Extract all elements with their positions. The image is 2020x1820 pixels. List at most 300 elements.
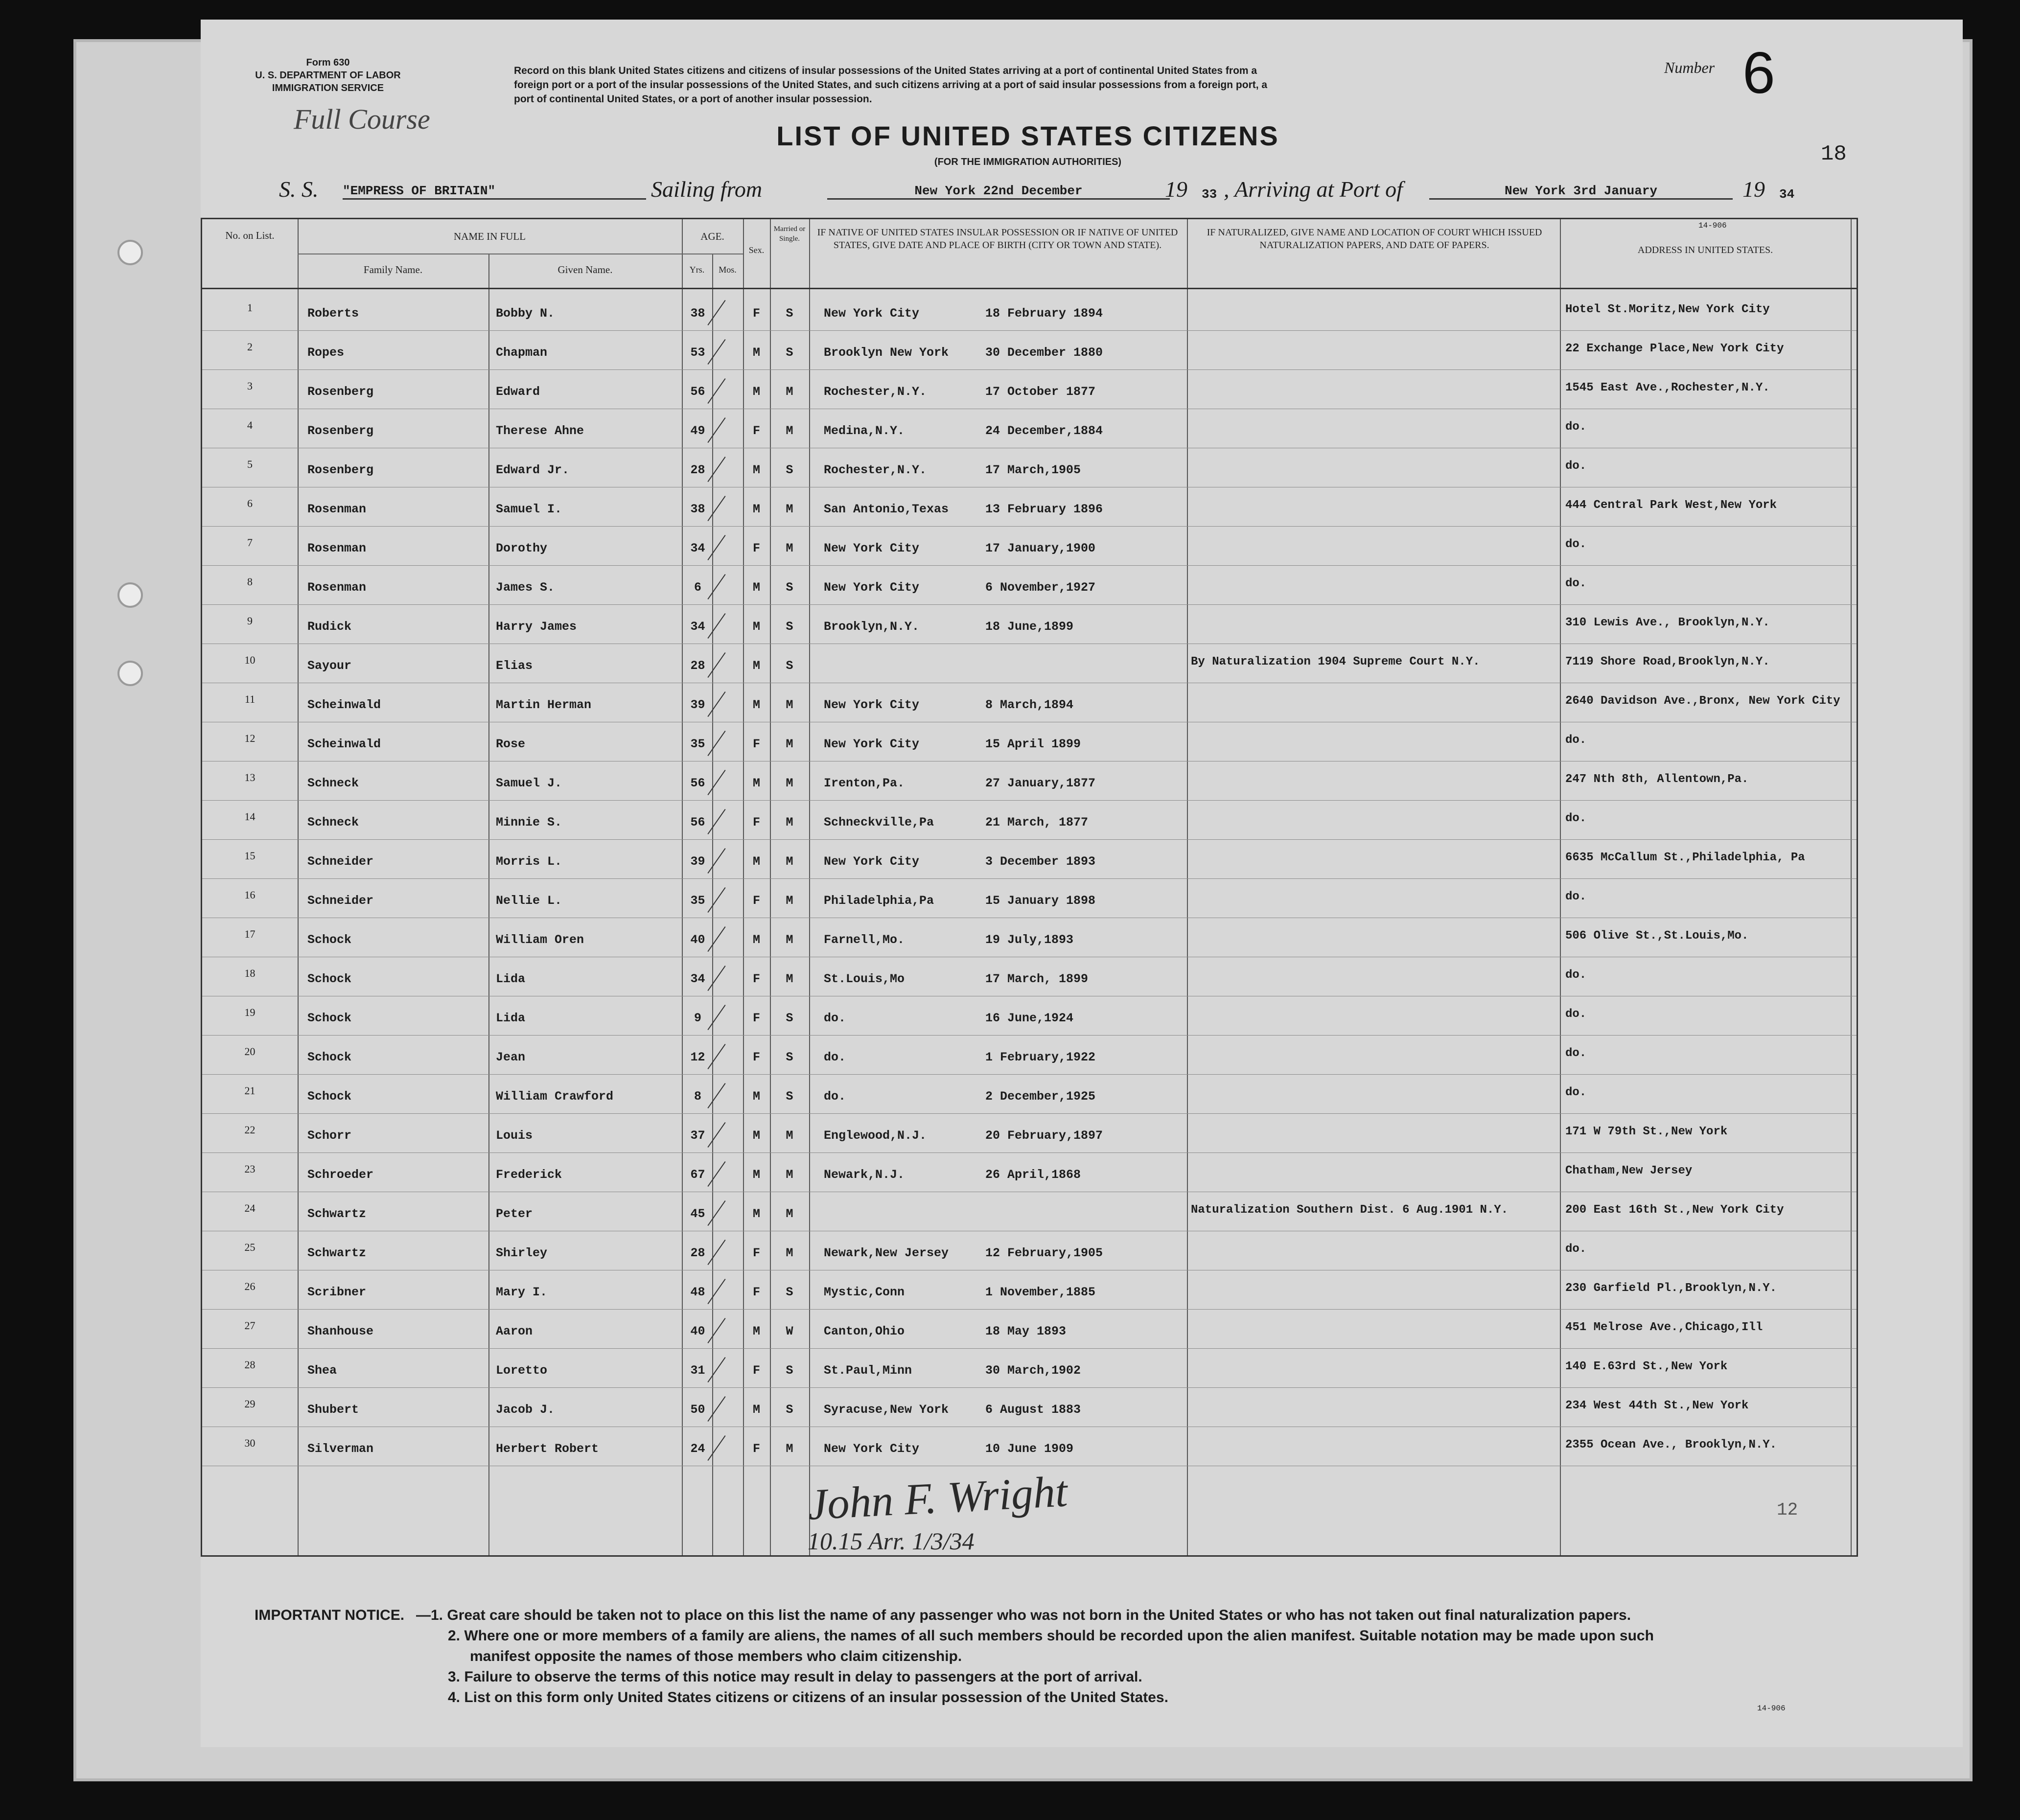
- cell-nat: Naturalization Southern Dist. 6 Aug.1901 N.Y.: [1191, 1203, 1509, 1217]
- ship-name: "EMPRESS OF BRITAIN": [343, 184, 646, 200]
- cell-ms: S: [786, 1011, 793, 1025]
- cell-no: 19: [244, 1006, 255, 1018]
- cell-place: Mystic,Conn: [824, 1285, 905, 1299]
- cell-place: New York City: [824, 580, 920, 595]
- cell-date: 30 March,1902: [985, 1363, 1081, 1378]
- cell-family: Schneider: [307, 854, 374, 869]
- cell-family: Rudick: [307, 620, 352, 634]
- cell-addr: 2355 Ocean Ave., Brooklyn,N.Y.: [1565, 1438, 1777, 1451]
- cell-no: 4: [247, 419, 253, 431]
- cell-age: 9: [694, 1011, 701, 1025]
- record-line: port of continental United States, or a port of another insular possession.: [514, 93, 872, 105]
- cell-no: 30: [244, 1437, 255, 1449]
- cell-age: 53: [690, 346, 705, 360]
- table-row: [202, 332, 1857, 370]
- col-address: ADDRESS IN UNITED STATES.: [1637, 245, 1773, 255]
- table-row: [202, 1271, 1857, 1310]
- cell-place: San Antonio,Texas: [824, 502, 949, 516]
- cell-ms: S: [786, 659, 793, 673]
- cell-addr: 506 Olive St.,St.Louis,Mo.: [1565, 929, 1749, 943]
- cell-age: 28: [690, 1246, 705, 1260]
- cell-ms: S: [786, 346, 793, 360]
- cell-addr: 2640 Davidson Ave.,Bronx, New York City: [1565, 694, 1840, 708]
- cell-sex: M: [752, 580, 760, 595]
- notice-item: 2. Where one or more members of a family are aliens, the names of all such members should be recorded upon the alien manifest. Suitable notation may be made upon such: [448, 1628, 1654, 1644]
- cell-place: Philadelphia,Pa: [824, 894, 934, 908]
- cell-addr: 22 Exchange Place,New York City: [1565, 342, 1784, 355]
- cell-date: 17 March,1905: [985, 463, 1081, 477]
- col-naturalized: IF NATURALIZED, GIVE NAME AND LOCATION OF COURT WHICH ISSUED NATURALIZATION PAPERS, AND DATE OF PAPERS.: [1207, 227, 1542, 251]
- cell-ms: M: [786, 698, 793, 712]
- table-row: [202, 802, 1857, 840]
- cell-date: 8 March,1894: [985, 698, 1074, 712]
- cell-date: 24 December,1884: [985, 424, 1103, 438]
- cell-family: Schneck: [307, 815, 359, 829]
- binder-hole: [117, 661, 143, 686]
- form-stamp: 14-906: [1698, 221, 1727, 230]
- cell-addr: do.: [1565, 890, 1587, 903]
- cell-no: 3: [247, 380, 253, 392]
- cell-age: 56: [690, 815, 705, 829]
- cell-no: 26: [244, 1280, 255, 1292]
- cell-age: 24: [690, 1442, 705, 1456]
- record-instructions: [514, 64, 1591, 106]
- cell-date: 15 January 1898: [985, 894, 1096, 908]
- cell-no: 18: [244, 967, 255, 979]
- table-row: [202, 1311, 1857, 1349]
- cell-ms: S: [786, 620, 793, 634]
- cell-age: 45: [690, 1207, 705, 1221]
- ss-label: S. S.: [279, 177, 319, 202]
- cell-family: Roberts: [307, 306, 359, 321]
- cell-given: Elias: [496, 659, 533, 673]
- cell-sex: M: [752, 659, 760, 673]
- cell-ms: S: [786, 463, 793, 477]
- cell-family: Schock: [307, 1089, 352, 1104]
- cell-no: 20: [244, 1045, 255, 1058]
- notice-item: —1. Great care should be taken not to place on this list the name of any passenger who was not born in the United States or who has not taken out final naturalization papers.: [416, 1607, 1631, 1623]
- cell-given: Bobby N.: [496, 306, 555, 321]
- cell-age: 34: [690, 620, 705, 634]
- table-row: [202, 723, 1857, 761]
- cell-no: 7: [247, 536, 253, 549]
- cell-place: Canton,Ohio: [824, 1324, 905, 1338]
- notice-title: IMPORTANT NOTICE.: [255, 1607, 405, 1623]
- cell-no: 1: [247, 301, 253, 314]
- cell-ms: S: [786, 1403, 793, 1417]
- cell-family: Rosenman: [307, 580, 367, 595]
- col-native: IF NATIVE OF UNITED STATES INSULAR POSSESSION OR IF NATIVE OF UNITED STATES, GIVE DATE AND PLACE OF BIRTH (CITY OR TOWN AND STATE).: [817, 227, 1178, 251]
- cell-given: Samuel J.: [496, 776, 562, 790]
- cell-given: Herbert Robert: [496, 1442, 599, 1456]
- cell-age: 40: [690, 933, 705, 947]
- notice-item: manifest opposite the names of those members who claim citizenship.: [470, 1648, 962, 1664]
- cell-addr: do.: [1565, 1086, 1587, 1099]
- cell-given: William Crawford: [496, 1089, 614, 1104]
- cell-addr: do.: [1565, 1047, 1587, 1060]
- cell-date: 12 February,1905: [985, 1246, 1103, 1260]
- cell-ms: M: [786, 1168, 793, 1182]
- cell-no: 2: [247, 341, 253, 353]
- cell-ms: M: [786, 854, 793, 869]
- cell-sex: F: [752, 424, 760, 438]
- cell-sex: M: [752, 1168, 760, 1182]
- cell-no: 23: [244, 1163, 255, 1175]
- cell-place: do.: [824, 1050, 846, 1064]
- cell-place: Englewood,N.J.: [824, 1129, 927, 1143]
- cell-date: 13 February 1896: [985, 502, 1103, 516]
- cell-addr: 451 Melrose Ave.,Chicago,Ill: [1565, 1321, 1763, 1334]
- cell-no: 8: [247, 576, 253, 588]
- arriving-port: New York 3rd January: [1429, 184, 1733, 200]
- cell-sex: F: [752, 1285, 760, 1299]
- cell-sex: F: [752, 737, 760, 751]
- signature-note: 10.15 Arr. 1/3/34: [808, 1527, 975, 1555]
- cell-sex: M: [752, 463, 760, 477]
- cell-sex: F: [752, 1363, 760, 1378]
- cell-no: 9: [247, 615, 253, 627]
- cell-no: 15: [244, 850, 255, 862]
- arriving-label: , Arriving at Port of: [1224, 177, 1403, 202]
- cell-age: 40: [690, 1324, 705, 1338]
- cell-place: New York City: [824, 306, 920, 321]
- cell-no: 27: [244, 1319, 255, 1332]
- cell-ms: M: [786, 972, 793, 986]
- cell-family: Scribner: [307, 1285, 367, 1299]
- cell-nat: By Naturalization 1904 Supreme Court N.Y.: [1191, 655, 1480, 668]
- cell-place: Newark,N.J.: [824, 1168, 905, 1182]
- cell-sex: M: [752, 1089, 760, 1104]
- table-row: [202, 293, 1857, 331]
- col-mos: Mos.: [719, 265, 737, 275]
- cell-ms: M: [786, 502, 793, 516]
- year-prefix: 19: [1165, 177, 1187, 202]
- cell-sex: M: [752, 933, 760, 947]
- cell-sex: M: [752, 346, 760, 360]
- table-row: [202, 528, 1857, 566]
- cell-place: New York City: [824, 854, 920, 869]
- col-given-name: Given Name.: [557, 264, 613, 276]
- cell-place: Rochester,N.Y.: [824, 385, 927, 399]
- cell-date: 18 May 1893: [985, 1324, 1067, 1338]
- cell-place: Brooklyn New York: [824, 346, 949, 360]
- cell-date: 17 March, 1899: [985, 972, 1089, 986]
- cell-date: 18 February 1894: [985, 306, 1103, 321]
- cell-given: James S.: [496, 580, 555, 595]
- table-row: [202, 919, 1857, 957]
- cell-family: Sayour: [307, 659, 352, 673]
- col-sex: Sex.: [748, 245, 765, 255]
- cell-given: Loretto: [496, 1363, 548, 1378]
- cell-family: Schock: [307, 1011, 352, 1025]
- cell-family: Rosenberg: [307, 424, 374, 438]
- binder-hole: [117, 240, 143, 265]
- cell-sex: M: [752, 385, 760, 399]
- cell-addr: 140 E.63rd St.,New York: [1565, 1360, 1728, 1373]
- service: IMMIGRATION SERVICE: [272, 83, 384, 93]
- manifest-table: [201, 218, 1858, 1557]
- cell-date: 17 January,1900: [985, 541, 1096, 555]
- cell-no: 22: [244, 1124, 255, 1136]
- cell-age: 39: [690, 698, 705, 712]
- cell-given: Lida: [496, 972, 526, 986]
- cell-date: 1 November,1885: [985, 1285, 1096, 1299]
- table-row: [202, 841, 1857, 879]
- cell-family: Schwartz: [307, 1207, 367, 1221]
- table-row: [202, 371, 1857, 409]
- cell-sex: M: [752, 854, 760, 869]
- cell-date: 16 June,1924: [985, 1011, 1074, 1025]
- cell-ms: M: [786, 776, 793, 790]
- cell-place: New York City: [824, 737, 920, 751]
- cell-sex: F: [752, 306, 760, 321]
- cell-place: Medina,N.Y.: [824, 424, 905, 438]
- cell-age: 12: [690, 1050, 705, 1064]
- cell-given: Peter: [496, 1207, 533, 1221]
- cell-family: Shubert: [307, 1403, 359, 1417]
- cell-sex: M: [752, 776, 760, 790]
- cell-sex: F: [752, 1442, 760, 1456]
- table-row: [202, 1076, 1857, 1114]
- cell-ms: M: [786, 1442, 793, 1456]
- col-no-on-list: No. on List.: [225, 230, 275, 241]
- cell-family: Rosenman: [307, 541, 367, 555]
- sailing-label: Sailing from: [651, 177, 763, 202]
- cell-place: do.: [824, 1089, 846, 1104]
- cell-given: Mary I.: [496, 1285, 548, 1299]
- cell-no: 5: [247, 458, 253, 470]
- cell-ms: M: [786, 1246, 793, 1260]
- cell-date: 3 December 1893: [985, 854, 1096, 869]
- cell-date: 20 February,1897: [985, 1129, 1103, 1143]
- cell-sex: F: [752, 541, 760, 555]
- cell-no: 6: [247, 497, 253, 509]
- table-row: [202, 567, 1857, 605]
- number-value: 6: [1742, 40, 1775, 106]
- cell-date: 6 November,1927: [985, 580, 1096, 595]
- cell-sex: F: [752, 1246, 760, 1260]
- cell-family: Scheinwald: [307, 698, 381, 712]
- cell-given: Nellie L.: [496, 894, 562, 908]
- cell-ms: M: [786, 894, 793, 908]
- cell-given: Chapman: [496, 346, 548, 360]
- cell-given: Therese Ahne: [496, 424, 584, 438]
- binder-hole: [117, 582, 143, 608]
- cell-family: Ropes: [307, 346, 345, 360]
- cell-addr: Chatham,New Jersey: [1565, 1164, 1693, 1177]
- cell-sex: F: [752, 972, 760, 986]
- table-row: [202, 762, 1857, 801]
- table-row: [202, 449, 1857, 487]
- table-row: [202, 645, 1857, 683]
- cell-age: 35: [690, 894, 705, 908]
- table-row: [202, 958, 1857, 996]
- cell-addr: do.: [1565, 577, 1587, 590]
- table-row: [202, 1428, 1857, 1466]
- form-number: Form 630: [306, 57, 350, 68]
- cell-date: 1 February,1922: [985, 1050, 1096, 1064]
- year-prefix: 19: [1742, 177, 1765, 202]
- cell-place: New York City: [824, 541, 920, 555]
- cell-age: 49: [690, 424, 705, 438]
- cell-family: Schock: [307, 972, 352, 986]
- cell-sex: M: [752, 1324, 760, 1338]
- table-row: [202, 410, 1857, 448]
- cell-family: Shanhouse: [307, 1324, 374, 1338]
- cell-no: 13: [244, 771, 255, 783]
- cell-ms: S: [786, 1089, 793, 1104]
- bottom-stamp: 14-906: [1757, 1704, 1786, 1713]
- cell-no: 24: [244, 1202, 255, 1214]
- cell-age: 39: [690, 854, 705, 869]
- cell-age: 35: [690, 737, 705, 751]
- cell-sex: M: [752, 1207, 760, 1221]
- cell-addr: 6635 McCallum St.,Philadelphia, Pa: [1565, 851, 1805, 864]
- cell-family: Schwartz: [307, 1246, 367, 1260]
- cell-sex: F: [752, 815, 760, 829]
- cell-date: 21 March, 1877: [985, 815, 1089, 829]
- cell-ms: S: [786, 1285, 793, 1299]
- cell-sex: F: [752, 894, 760, 908]
- cell-age: 50: [690, 1403, 705, 1417]
- cell-family: Schroeder: [307, 1168, 374, 1182]
- cell-age: 56: [690, 385, 705, 399]
- cell-age: 8: [694, 1089, 701, 1104]
- record-line: foreign port or a port of the insular possessions of the United States, and such citizens arriving at a port of said insular possessions from a foreign port, a: [514, 79, 1268, 91]
- cell-age: 34: [690, 541, 705, 555]
- cell-addr: do.: [1565, 1243, 1587, 1256]
- cell-no: 21: [244, 1084, 255, 1097]
- cell-place: Irenton,Pa.: [824, 776, 905, 790]
- table-row: [202, 488, 1857, 527]
- cell-given: Morris L.: [496, 854, 562, 869]
- col-age: AGE.: [700, 230, 724, 242]
- cell-age: 6: [694, 580, 701, 595]
- record-line: Record on this blank United States citizens and citizens of insular possessions of the United States arriving at a port of continental United States from a: [514, 65, 1257, 76]
- cell-place: Brooklyn,N.Y.: [824, 620, 920, 634]
- cell-family: Schneider: [307, 894, 374, 908]
- cell-addr: 310 Lewis Ave., Brooklyn,N.Y.: [1565, 616, 1770, 629]
- cell-family: Shea: [307, 1363, 337, 1378]
- cell-place: Rochester,N.Y.: [824, 463, 927, 477]
- year-arrival: 34: [1779, 187, 1795, 202]
- cell-addr: do.: [1565, 812, 1587, 825]
- cell-no: 28: [244, 1359, 255, 1371]
- cell-date: 19 July,1893: [985, 933, 1074, 947]
- cell-addr: do.: [1565, 538, 1587, 551]
- cell-ms: W: [786, 1324, 793, 1338]
- cell-given: Dorothy: [496, 541, 548, 555]
- cell-given: Shirley: [496, 1246, 548, 1260]
- cell-place: St.Louis,Mo: [824, 972, 905, 986]
- number-label: Number: [1664, 59, 1715, 76]
- cell-date: 10 June 1909: [985, 1442, 1074, 1456]
- cell-date: 26 April,1868: [985, 1168, 1081, 1182]
- cell-given: Jacob J.: [496, 1403, 555, 1417]
- year-sailing: 33: [1202, 187, 1217, 202]
- notice-list: [416, 1605, 1860, 1708]
- cell-given: Lida: [496, 1011, 526, 1025]
- cell-given: Edward Jr.: [496, 463, 570, 477]
- cell-sex: M: [752, 1129, 760, 1143]
- table-row: [202, 997, 1857, 1036]
- cell-sex: F: [752, 1011, 760, 1025]
- cell-family: Rosenberg: [307, 463, 374, 477]
- cell-date: 6 August 1883: [985, 1403, 1081, 1417]
- cell-no: 17: [244, 928, 255, 940]
- cell-sex: M: [752, 502, 760, 516]
- cell-no: 12: [244, 732, 255, 744]
- cell-addr: do.: [1565, 420, 1587, 434]
- cell-date: 15 April 1899: [985, 737, 1081, 751]
- cell-given: William Oren: [496, 933, 584, 947]
- cell-sex: M: [752, 620, 760, 634]
- cell-date: 18 June,1899: [985, 620, 1074, 634]
- cell-addr: 171 W 79th St.,New York: [1565, 1125, 1728, 1138]
- cell-age: 28: [690, 463, 705, 477]
- notice-item: 3. Failure to observe the terms of this notice may result in delay to passengers at the port of arrival.: [448, 1669, 1142, 1685]
- cell-given: Samuel I.: [496, 502, 562, 516]
- cell-place: Syracuse,New York: [824, 1403, 949, 1417]
- cell-place: Newark,New Jersey: [824, 1246, 949, 1260]
- cell-ms: M: [786, 737, 793, 751]
- table-row: [202, 1115, 1857, 1153]
- col-married: Married or Single.: [773, 225, 806, 243]
- cell-ms: S: [786, 1363, 793, 1378]
- table-row: [202, 1154, 1857, 1192]
- cell-age: 34: [690, 972, 705, 986]
- cell-place: do.: [824, 1011, 846, 1025]
- cell-ms: M: [786, 424, 793, 438]
- form-header: [255, 56, 401, 94]
- page-title: LIST OF UNITED STATES CITIZENS: [776, 120, 1279, 151]
- col-name-in-full: NAME IN FULL: [454, 230, 526, 242]
- cell-given: Aaron: [496, 1324, 533, 1338]
- cell-age: 37: [690, 1129, 705, 1143]
- cell-given: Frederick: [496, 1168, 562, 1182]
- cell-ms: M: [786, 1207, 793, 1221]
- cell-family: Schock: [307, 933, 352, 947]
- cell-place: Farnell,Mo.: [824, 933, 905, 947]
- cell-age: 38: [690, 502, 705, 516]
- cell-ms: M: [786, 933, 793, 947]
- cell-date: 2 December,1925: [985, 1089, 1096, 1104]
- cell-no: 29: [244, 1398, 255, 1410]
- table-row: [202, 880, 1857, 918]
- cell-date: 17 October 1877: [985, 385, 1096, 399]
- cell-place: Schneckville,Pa: [824, 815, 934, 829]
- cell-age: 28: [690, 659, 705, 673]
- cell-ms: S: [786, 580, 793, 595]
- cell-date: 27 January,1877: [985, 776, 1096, 790]
- page-number: 18: [1821, 142, 1847, 166]
- table-row: [202, 1232, 1857, 1270]
- department: U. S. DEPARTMENT OF LABOR: [255, 70, 401, 81]
- page-subtitle: (FOR THE IMMIGRATION AUTHORITIES): [934, 157, 1122, 167]
- cell-family: Schock: [307, 1050, 352, 1064]
- cell-no: 25: [244, 1241, 255, 1253]
- cell-family: Rosenberg: [307, 385, 374, 399]
- cell-family: Schorr: [307, 1129, 352, 1143]
- cell-addr: 1545 East Ave.,Rochester,N.Y.: [1565, 381, 1770, 394]
- cell-family: Schneck: [307, 776, 359, 790]
- cell-no: 10: [244, 654, 255, 666]
- cell-given: Louis: [496, 1129, 533, 1143]
- col-yrs: Yrs.: [689, 265, 705, 275]
- cell-addr: do.: [1565, 1008, 1587, 1021]
- cell-family: Rosenman: [307, 502, 367, 516]
- cell-given: Edward: [496, 385, 540, 399]
